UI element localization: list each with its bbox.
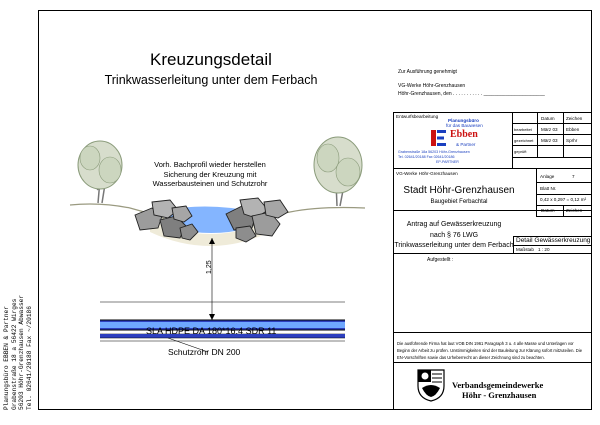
grid-line: [536, 168, 537, 216]
prepared-by-label: Aufgestellt :: [427, 257, 454, 263]
anlage-label: Anlage: [540, 174, 555, 179]
grid-line: [393, 253, 592, 254]
planner-partner: & Partner: [456, 142, 476, 147]
casing-label: Schutzrohr DN 200: [168, 347, 241, 357]
grid-line: [512, 157, 592, 158]
row-date: März 03: [541, 138, 558, 143]
approval-date: Höhr-Grenzhausen, den . . . . . . . . . . . ______________________: [398, 91, 545, 97]
datum-label: Datum: [541, 208, 555, 213]
grid-line: [536, 182, 592, 183]
scale-value: 1 : 20: [538, 247, 550, 252]
row-sign: Sprhr: [566, 138, 578, 143]
caption-line: Sicherung der Kreuzung mit: [163, 169, 257, 179]
tree-left-icon: [78, 141, 122, 203]
legal-note: Die ausführende Firma hat laut VOB DIN 1961 Paragraph 3 u. 4 alle Masse und Unterlagen vor Beginn der Arbeit zu prüfen. Unstimmigkeiten sind der Bauleitung zur Klärung sofort mitzuteilen. Die EN-Vorschriften sowie das Urheberrecht an dieser Zeichnung sind zu beachten.: [397, 341, 583, 361]
caption: [120, 160, 300, 189]
sidebar-line: Tel. 02641/20188 Fax ~/20186: [25, 306, 33, 410]
grid-line: [563, 205, 564, 216]
row-date: März 03: [541, 127, 558, 132]
planner-name: Ebben: [450, 129, 478, 140]
grid-line: [393, 112, 394, 410]
col-header-date: Datum: [541, 116, 555, 121]
org-line: Höhr - Grenzhausen: [462, 390, 537, 400]
planner-address: Grabenstraße 18a 56203 Höhr-Grenzhausen: [398, 150, 470, 154]
request-line: Trinkwasserleitung unter dem Ferbach: [394, 242, 514, 249]
request-line: nach § 76 LWG: [429, 231, 479, 239]
row-label: geprüft: [514, 149, 527, 154]
sheet-size: 0,42 x 0,297 = 0,12 m²: [540, 197, 587, 202]
grid-line: [512, 134, 592, 135]
sidebar-line: 56203 Höhr-Grenzhausen Abwasser: [18, 294, 25, 410]
row-label: gezeichnet: [514, 138, 534, 143]
grid-line: [512, 112, 513, 168]
grid-line: [513, 245, 592, 246]
blatt-label: Blatt Nr.: [540, 186, 557, 191]
row-label: bearbeitet: [514, 127, 532, 132]
project-name: Baugebiet Ferbachtal: [430, 199, 488, 205]
grid-line: [512, 145, 592, 146]
col-header-sign: Zeichen: [566, 116, 583, 121]
planner-stamp-vertical: [3, 294, 35, 410]
dimension-label: 1,25: [206, 260, 213, 274]
client-header: VG-Werke Höhr-Grenzhausen: [396, 171, 458, 176]
planner-tag2: für das Bauwesen: [446, 123, 483, 128]
drawing-subtitle: Trinkwasserleitung unter dem Ferbach: [104, 73, 318, 87]
sidebar-text: [3, 295, 33, 410]
sidebar-line: Planungsbüro EBBEN & Partner: [3, 306, 10, 410]
org-line: Verbandsgemeindewerke: [452, 380, 544, 390]
caption-line: Wasserbausteinen und Schutzrohr: [152, 179, 268, 188]
caption-line: Vorh. Bachprofil wieder herstellen: [154, 160, 266, 169]
grid-line: [393, 332, 592, 333]
zeichen-label: Zeichen: [566, 208, 583, 213]
client-name: Stadt Höhr-Grenzhausen: [403, 185, 515, 196]
request-text: [389, 220, 519, 252]
planner-phone: Tel. 02641/20188 Fax 02641/20186: [398, 155, 455, 159]
grid-line: [536, 194, 592, 195]
grid-line: [536, 205, 592, 206]
approval-text: Zur Ausführung genehmigt: [398, 69, 457, 75]
pipe-label: SLA HDPE DA 180*16.4 SDR 11: [146, 326, 277, 336]
row-sign: Ebben: [566, 127, 580, 132]
anlage-value: 7: [572, 174, 575, 179]
planner-tag1: Planungsbüro: [448, 118, 479, 123]
planner-web: EP-PARTNER: [436, 160, 459, 164]
organization-name: [452, 380, 543, 400]
crossing-illustration: [40, 120, 385, 380]
planner-e-icon: [428, 128, 448, 148]
drawing-title: Kreuzungsdetail: [150, 50, 272, 69]
approval-org: VG-Werke Höhr-Grenzhausen: [398, 83, 466, 89]
planner-header: Entwurfsbearbeitung: [396, 114, 439, 119]
grid-line: [536, 216, 592, 217]
grid-line: [512, 123, 592, 124]
grid-line: [393, 168, 592, 169]
sidebar-line: Grabenstraße 18 a 56422 Wirges: [10, 298, 18, 410]
tree-right-icon: [314, 137, 362, 206]
scale-label: Maßstab: [516, 247, 534, 252]
detail-title: Detail Gewässerkreuzung: [516, 237, 591, 244]
grid-line: [393, 362, 592, 363]
request-line: Antrag auf Gewässerkreuzung: [406, 221, 502, 228]
coat-of-arms-icon: [416, 366, 446, 402]
